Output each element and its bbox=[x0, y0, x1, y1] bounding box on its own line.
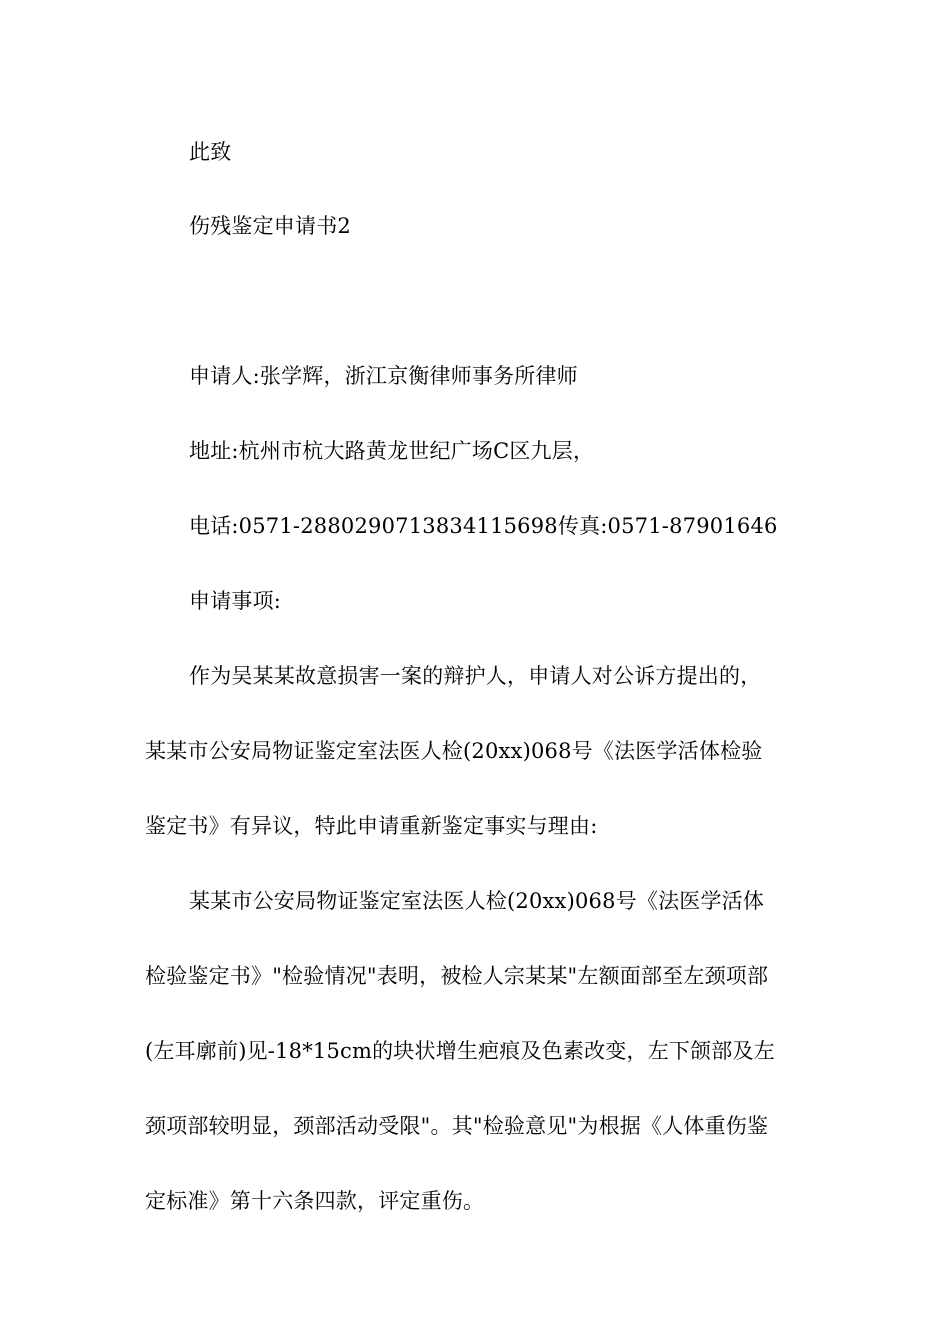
paragraph-1-line-1: 作为吴某某故意损害一案的辩护人，申请人对公诉方提出的， bbox=[189, 664, 762, 688]
closing-text: 此致 bbox=[189, 140, 232, 164]
paragraph-1-line-2: 某某市公安局物证鉴定室法医人检(20xx)068号《法医学活体检验 bbox=[145, 739, 763, 763]
document-heading: 伤残鉴定申请书2 bbox=[189, 214, 351, 238]
applicant-line: 申请人:张学辉，浙江京衡律师事务所律师 bbox=[189, 364, 578, 388]
paragraph-2-line-4: 颈项部较明显，颈部活动受限"。其"检验意见"为根据《人体重伤鉴 bbox=[145, 1114, 769, 1138]
paragraph-1-line-3: 鉴定书》有异议，特此申请重新鉴定事实与理由: bbox=[145, 814, 598, 838]
paragraph-2-line-2: 检验鉴定书》"检验情况"表明，被检人宗某某"左额面部至左颈项部 bbox=[145, 964, 769, 988]
paragraph-2-line-3: (左耳廓前)见-18*15cm的块状增生疤痕及色素改变，左下颌部及左 bbox=[145, 1039, 775, 1063]
paragraph-2-line-5: 定标准》第十六条四款，评定重伤。 bbox=[145, 1189, 485, 1213]
items-title: 申请事项: bbox=[189, 589, 282, 613]
address-line: 地址:杭州市杭大路黄龙世纪广场C区九层， bbox=[189, 439, 595, 463]
paragraph-2-line-1: 某某市公安局物证鉴定室法医人检(20xx)068号《法医学活体 bbox=[189, 889, 765, 913]
phone-line: 电话:0571-2880290713834115698传真:0571-87901646 bbox=[189, 514, 778, 538]
